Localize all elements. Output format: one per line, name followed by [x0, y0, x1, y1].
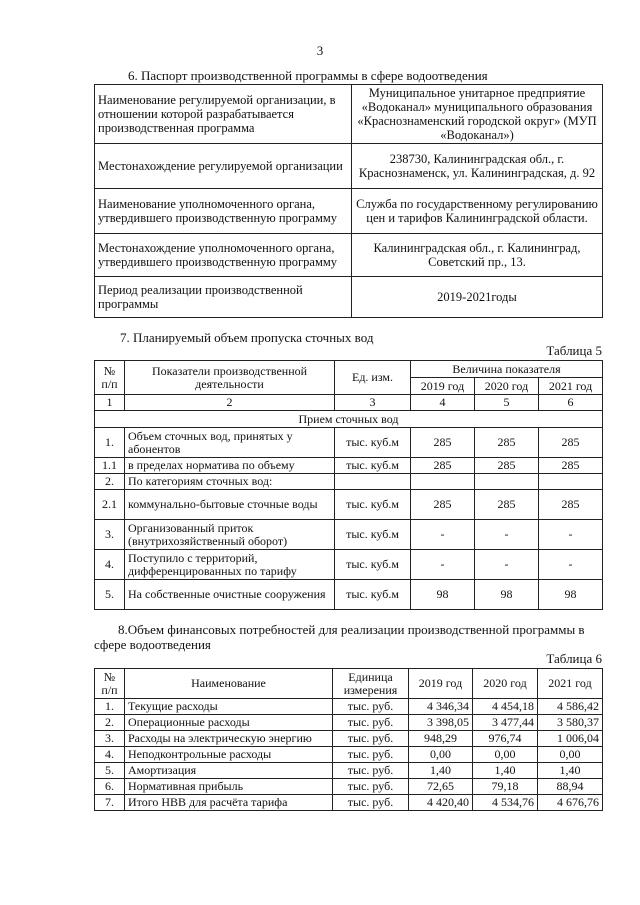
table-row: [95, 795, 603, 811]
row-num: 5.: [95, 763, 125, 779]
group-row-label: Прием сточных вод: [95, 411, 603, 428]
passport-row: [95, 85, 603, 144]
table5-caption: Таблица 5: [546, 343, 602, 358]
table-row: [95, 715, 603, 731]
row-value: [475, 474, 539, 490]
passport-value: Служба по государственному регулированию цен и тарифов Калининградской области.: [352, 189, 603, 234]
row-name: Расходы на электрическую энергию: [125, 731, 333, 747]
row-value: -: [411, 520, 475, 550]
table-row: [95, 474, 603, 490]
row-unit: тыс. руб.: [333, 779, 409, 795]
row-name: Текущие расходы: [125, 699, 333, 715]
row-value: 3 477,44: [473, 715, 538, 731]
table-row: [95, 580, 603, 610]
row-name: в пределах норматива по объему: [125, 458, 335, 474]
passport-label: Наименование регулируемой организации, в отношении которой разрабатывается производственная программа: [95, 85, 352, 144]
passport-value: Муниципальное унитарное предприятие «Водоканал» муниципального образования «Краснознаменский городской округ» (МУП «Водоканал»): [352, 85, 603, 144]
row-value: 3 580,37: [538, 715, 603, 731]
passport-label: Местонахождение регулируемой организации: [95, 144, 352, 189]
row-value: 79,18: [473, 779, 538, 795]
row-value: 285: [411, 458, 475, 474]
row-value: 285: [539, 428, 603, 458]
row-value: -: [539, 520, 603, 550]
row-unit: тыс. куб.м: [335, 580, 411, 610]
row-unit: тыс. руб.: [333, 747, 409, 763]
col-header-unit: Единица измерения: [333, 669, 409, 699]
table-header-row: [95, 361, 603, 378]
row-num: 2.1: [95, 490, 125, 520]
table-row: [95, 490, 603, 520]
row-value: 976,74: [473, 731, 538, 747]
row-value: 4 420,40: [409, 795, 473, 811]
passport-row: [95, 234, 603, 277]
row-value: 285: [539, 458, 603, 474]
row-value: 285: [411, 428, 475, 458]
column-number: 3: [335, 395, 411, 411]
col-header-year: 2019 год: [411, 378, 475, 395]
row-num: 1.: [95, 699, 125, 715]
row-num: 3.: [95, 520, 125, 550]
table-row: [95, 428, 603, 458]
table-row: [95, 550, 603, 580]
row-unit: [335, 474, 411, 490]
row-num: 7.: [95, 795, 125, 811]
row-value: 98: [411, 580, 475, 610]
row-name: Объем сточных вод, принятых у абонентов: [125, 428, 335, 458]
column-number: 6: [539, 395, 603, 411]
col-header-unit: Ед. изм.: [335, 361, 411, 395]
row-num: 1.1: [95, 458, 125, 474]
table-header-row: [95, 669, 603, 699]
row-unit: тыс. куб.м: [335, 550, 411, 580]
row-name: По категориям сточных вод:: [125, 474, 335, 490]
row-value: 0,00: [473, 747, 538, 763]
row-name: Организованный приток (внутрихозяйственный оборот): [125, 520, 335, 550]
row-num: 2.: [95, 715, 125, 731]
column-number: 5: [475, 395, 539, 411]
row-value: -: [475, 550, 539, 580]
row-value: 285: [475, 458, 539, 474]
col-header-year: 2020 год: [475, 378, 539, 395]
column-number: 4: [411, 395, 475, 411]
row-value: 1,40: [409, 763, 473, 779]
row-value: 4 676,76: [538, 795, 603, 811]
row-value: 4 534,76: [473, 795, 538, 811]
col-header-num: № п/п: [95, 669, 125, 699]
row-value: 0,00: [538, 747, 603, 763]
row-num: 4.: [95, 550, 125, 580]
row-unit: тыс. руб.: [333, 699, 409, 715]
row-value: 4 454,18: [473, 699, 538, 715]
row-value: -: [411, 550, 475, 580]
row-value: 1,40: [538, 763, 603, 779]
col-header-year: 2019 год: [409, 669, 473, 699]
table-row: [95, 731, 603, 747]
row-num: 3.: [95, 731, 125, 747]
page-number: 3: [316, 43, 324, 58]
table-row: [95, 458, 603, 474]
table-row: [95, 763, 603, 779]
col-header-num: № п/п: [95, 361, 125, 395]
passport-row: [95, 144, 603, 189]
row-value: -: [539, 550, 603, 580]
row-unit: тыс. руб.: [333, 795, 409, 811]
row-unit: тыс. руб.: [333, 731, 409, 747]
row-value: 4 586,42: [538, 699, 603, 715]
column-number-row: [95, 395, 603, 411]
group-row: [95, 411, 603, 428]
row-value: -: [475, 520, 539, 550]
row-name: Операционные расходы: [125, 715, 333, 731]
row-value: 98: [539, 580, 603, 610]
row-value: 285: [475, 490, 539, 520]
row-name: Амортизация: [125, 763, 333, 779]
row-value: 285: [475, 428, 539, 458]
row-value: 1 006,04: [538, 731, 603, 747]
row-unit: тыс. руб.: [333, 763, 409, 779]
row-name: Итого НВВ для расчёта тарифа: [125, 795, 333, 811]
row-value: 3 398,05: [409, 715, 473, 731]
financial-needs-table: [94, 668, 603, 811]
row-name: Нормативная прибыль: [125, 779, 333, 795]
table-row: [95, 699, 603, 715]
row-num: 2.: [95, 474, 125, 490]
passport-row: [95, 277, 603, 318]
passport-value: 238730, Калининградская обл., г. Краснознаменск, ул. Калининградская, д. 92: [352, 144, 603, 189]
row-num: 4.: [95, 747, 125, 763]
column-number: 2: [125, 395, 335, 411]
table6-caption: Таблица 6: [546, 651, 602, 666]
row-value: 88,94: [538, 779, 603, 795]
section7-heading: 7. Планируемый объем пропуска сточных вод: [120, 330, 374, 345]
wastewater-volume-table: [94, 360, 603, 610]
row-unit: тыс. руб.: [333, 715, 409, 731]
col-header-indicator: Показатели производственной деятельности: [125, 361, 335, 395]
row-value: 1,40: [473, 763, 538, 779]
row-unit: тыс. куб.м: [335, 458, 411, 474]
row-value: [539, 474, 603, 490]
row-name: коммунально-бытовые сточные воды: [125, 490, 335, 520]
col-header-year: 2021 год: [539, 378, 603, 395]
row-name: Неподконтрольные расходы: [125, 747, 333, 763]
table-row: [95, 779, 603, 795]
passport-value: Калининградская обл., г. Калининград, Советский пр., 13.: [352, 234, 603, 277]
passport-label: Период реализации производственной программы: [95, 277, 352, 318]
row-num: 6.: [95, 779, 125, 795]
column-number: 1: [95, 395, 125, 411]
passport-row: [95, 189, 603, 234]
passport-value: 2019-2021годы: [352, 277, 603, 318]
row-num: 5.: [95, 580, 125, 610]
table-row: [95, 747, 603, 763]
col-header-year: 2020 год: [473, 669, 538, 699]
passport-table: [94, 84, 603, 318]
passport-label: Местонахождение уполномоченного органа, утвердившего производственную программу: [95, 234, 352, 277]
row-value: 285: [539, 490, 603, 520]
passport-label: Наименование уполномоченного органа, утвердившего производственную программу: [95, 189, 352, 234]
row-value: 4 346,34: [409, 699, 473, 715]
section6-heading: 6. Паспорт производственной программы в сфере водоотведения: [128, 68, 488, 83]
row-value: [411, 474, 475, 490]
row-name: Поступило с территорий, дифференцированных по тарифу: [125, 550, 335, 580]
table-row: [95, 520, 603, 550]
row-num: 1.: [95, 428, 125, 458]
row-value: 285: [411, 490, 475, 520]
section8-heading: 8.Объем финансовых потребностей для реализации производственной программы в сфере водоотведения: [94, 622, 585, 652]
row-value: 98: [475, 580, 539, 610]
row-unit: тыс. куб.м: [335, 428, 411, 458]
row-unit: тыс. куб.м: [335, 490, 411, 520]
row-name: На собственные очистные сооружения: [125, 580, 335, 610]
row-value: 72,65: [409, 779, 473, 795]
col-header-name: Наименование: [125, 669, 333, 699]
col-header-year: 2021 год: [538, 669, 603, 699]
row-value: 948,29: [409, 731, 473, 747]
col-header-value-group: Величина показателя: [411, 361, 603, 378]
row-unit: тыс. куб.м: [335, 520, 411, 550]
row-value: 0,00: [409, 747, 473, 763]
